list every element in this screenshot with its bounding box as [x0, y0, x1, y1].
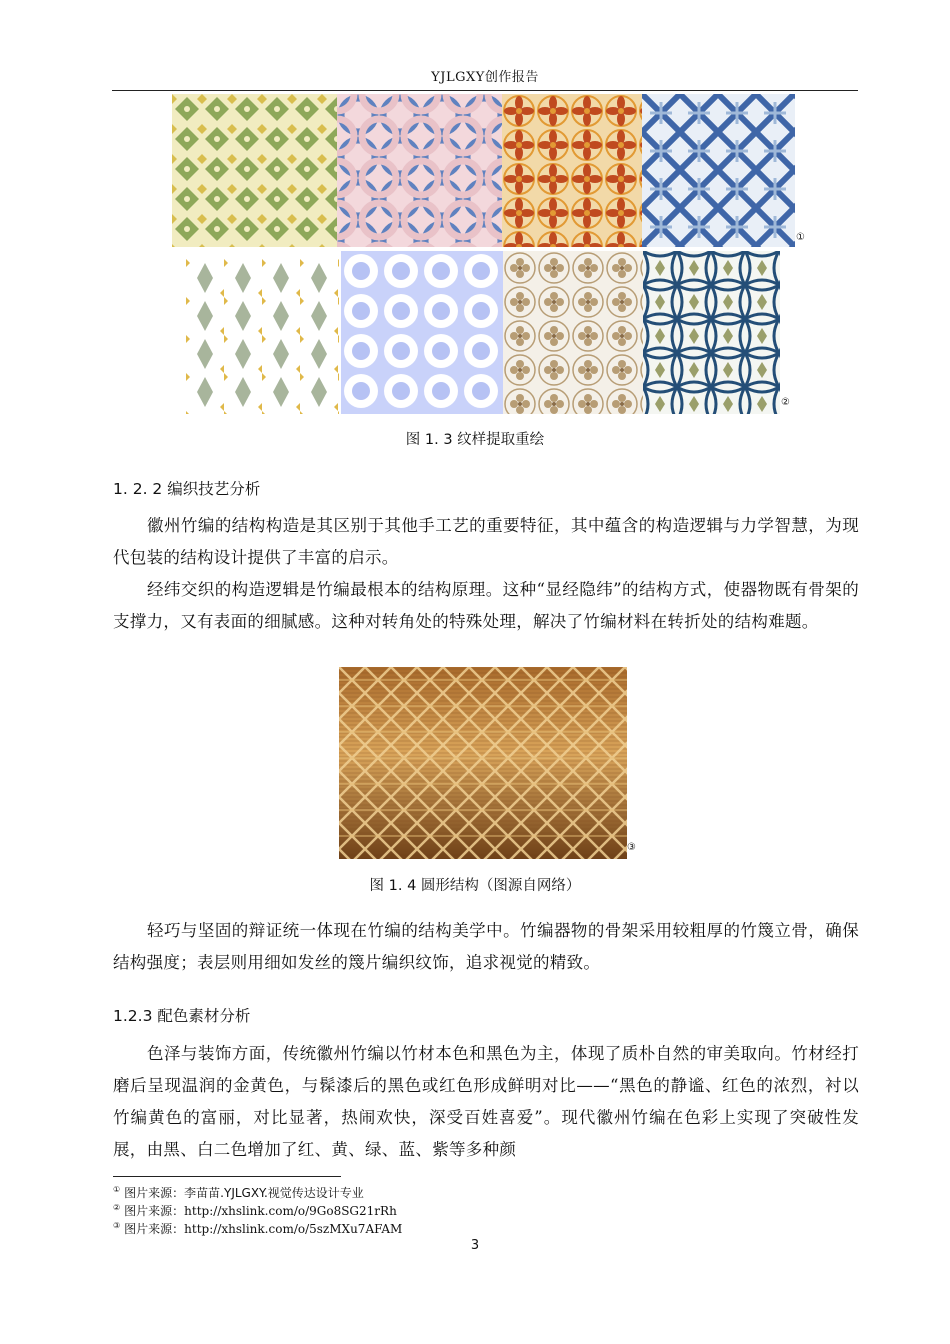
pattern-tile-red-floral [502, 94, 642, 247]
section-1-2-3-paragraph: 色泽与装饰方面，传统徽州竹编以竹材本色和黑色为主，体现了质朴自然的审美取向。竹材经打磨后呈现温润的金黄色，与髹漆后的黑色或红色形成鲜明对比——“黑色的静谧、红色的浓烈，衬以竹编黄色的富丽，对比显著，热闹欢快，深受百姓喜爱”。现代徽州竹编在色彩上实现了突破性发展，由黑、白二色增加了红、黄、绿、蓝、紫等多种颜 [113, 1044, 859, 1159]
footnote-2 [113, 1202, 397, 1219]
footnote-ref-2: ② [781, 397, 790, 408]
section-1-2-3-heading: 1.2.3 配色素材分析 [113, 1007, 251, 1025]
pattern-tile-green-diamond [172, 94, 337, 247]
figure-1-4-caption: 图 1. 4 圆形结构（图源自网络） [369, 878, 581, 894]
footnote-2-mark: ② [113, 1203, 121, 1212]
page-header: YJLGXY创作报告 [112, 66, 858, 91]
footnote-3-text: 图片来源：http://xhslink.com/o/5szMXu7AFAM [124, 1222, 403, 1236]
footnote-ref-1: ① [796, 232, 805, 243]
footnote-3 [113, 1220, 402, 1237]
pattern-tile-sage-diamond [186, 259, 339, 414]
footnote-3-mark: ③ [113, 1221, 121, 1230]
pattern-tile-navy-lattice [643, 251, 780, 414]
footnote-1-text: 图片来源：李苗苗.YJLGXY.视觉传达设计专业 [124, 1186, 364, 1200]
section-1-2-2-paragraph-2: 经纬交织的构造逻辑是竹编最根本的结构原理。这种“显经隐纬”的结构方式，使器物既有骨架的支撑力，又有表面的细腻感。这种对转角处的特殊处理，解决了竹编材料在转折处的结构难题。 [113, 580, 859, 631]
pattern-tile-blue-cross [642, 94, 795, 247]
pattern-tile-pink-blue-weave [337, 94, 502, 247]
section-1-2-2-heading: 1. 2. 2 编织技艺分析 [113, 480, 261, 498]
paragraph-structure-aesthetics: 轻巧与坚固的辩证统一体现在竹编的结构美学中。竹编器物的骨架采用较粗厚的竹篾立骨，确保结构强度；表层则用细如发丝的篾片编织纹饰，追求视觉的精致。 [113, 921, 859, 972]
footnote-1 [113, 1184, 364, 1201]
footnote-divider [113, 1176, 341, 1177]
pattern-tile-tan-quatrefoil [503, 251, 643, 414]
footnote-1-mark: ① [113, 1185, 121, 1194]
section-1-2-2-paragraph-1: 徽州竹编的结构构造是其区别于其他手工艺的重要特征，其中蕴含的构造逻辑与力学智慧，为现代包装的结构设计提供了丰富的启示。 [113, 516, 859, 567]
footnote-2-text: 图片来源：http://xhslink.com/o/9Go8SG21rRh [124, 1204, 397, 1218]
pattern-tile-lavender-circles [341, 251, 503, 414]
footnote-ref-3: ③ [627, 842, 636, 853]
page-number: 3 [470, 1238, 480, 1253]
bamboo-weave-photo [339, 667, 627, 859]
figure-1-3-caption: 图 1. 3 纹样提取重绘 [405, 432, 545, 448]
